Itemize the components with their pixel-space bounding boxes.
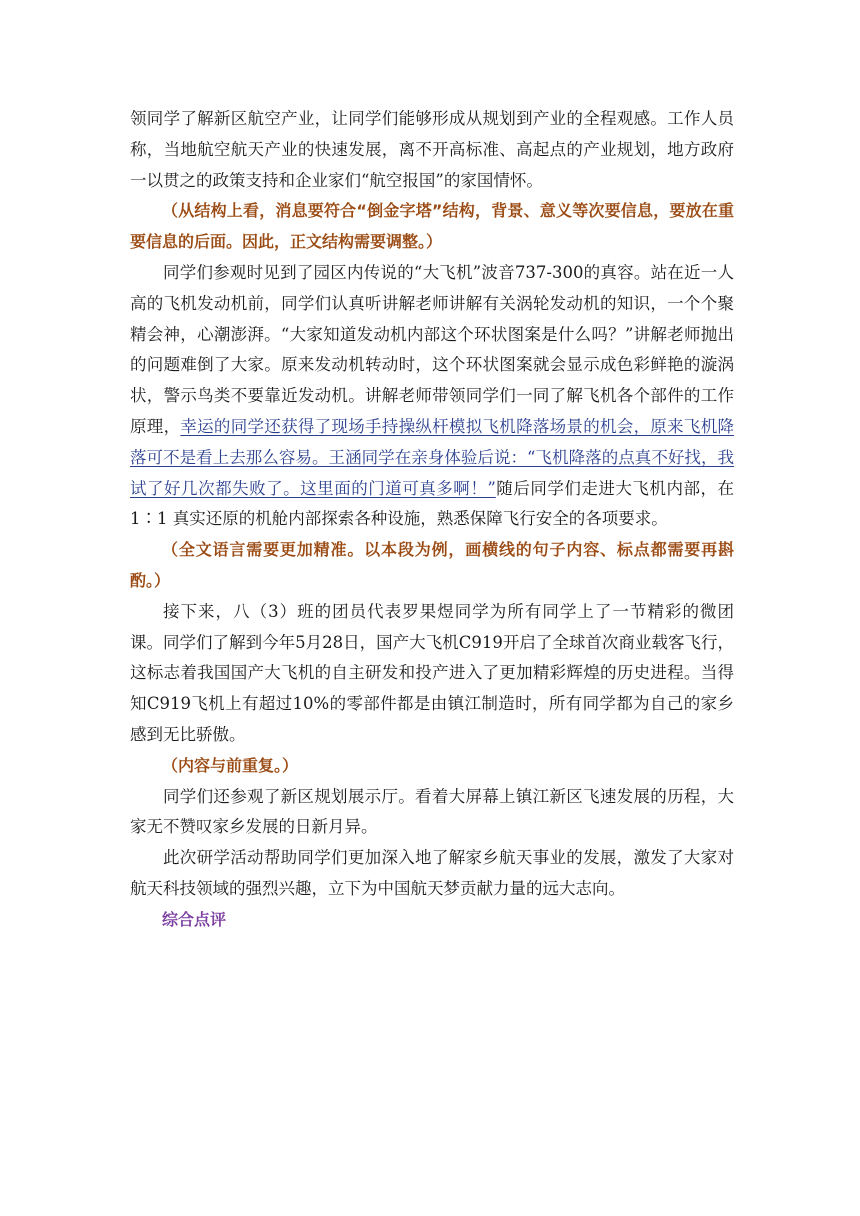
- comment-structure: （从结构上看，消息要符合“倒金字塔”结构，背景、意义等次要信息，要放在重要信息的后面。因此，正文结构需要调整。）: [130, 201, 734, 252]
- paragraph-conclusion: 此次研学活动帮助同学们更加深入地了解家乡航天事业的发展，激发了大家对航天科技领域的强烈兴趣，立下为中国航天梦贡献力量的远大志向。: [130, 848, 734, 898]
- underlined-sentence: 幸运的同学还获得了现场手持操纵杆模拟飞机降落场景的机会，原来飞机降落可不是看上去那么容易。王涵同学在亲身体验后说：“飞机降落的点真不好找，我试了好几次都失败了。这里面的门道可真多啊！”: [130, 416, 735, 498]
- paragraph-visit: [130, 258, 734, 535]
- document-page: [130, 104, 734, 936]
- paragraph-intro: 领同学了解新区航空产业，让同学们能够形成从规划到产业的全程观感。工作人员称，当地航空航天产业的快速发展，离不开高标准、高起点的产业规划，地方政府一以贯之的政策支持和企业家们“航空报国”的家国情怀。: [130, 109, 734, 190]
- paragraph-visit-text-1: 同学们参观时见到了园区内传说的“大飞机”波音737-300的真容。站在近一人高的飞机发动机前，同学们认真听讲解老师讲解有关涡轮发动机的知识，一个个聚精会神，心潮澎湃。“大家知道发动机内部这个环状图案是什么吗？”讲解老师抛出的问题难倒了大家。原来发动机转动时，这个环状图案就会显示成色彩鲜艳的漩涡状，警示鸟类不要靠近发动机。讲解老师带领同学们一同了解飞机各个部件的工作原理，: [130, 262, 734, 436]
- section-heading-review: 综合点评: [162, 909, 227, 929]
- paragraph-lecture: 接下来，八（3）班的团员代表罗果煜同学为所有同学上了一节精彩的微团课。同学们了解到今年5月28日，国产大飞机C919开启了全球首次商业载客飞行，这标志着我国国产大飞机的自主研发和投产进入了更加精彩辉煌的历史进程。当得知C919飞机上有超过10%的零部件都是由镇江制造时，所有同学都为自己的家乡感到无比骄傲。: [130, 601, 734, 744]
- paragraph-exhibition: 同学们还参观了新区规划展示厅。看着大屏幕上镇江新区飞速发展的历程，大家无不赞叹家乡发展的日新月异。: [130, 786, 734, 837]
- comment-language: （全文语言需要更加精准。以本段为例，画横线的句子内容、标点都需要再斟酌。）: [130, 540, 734, 590]
- comment-repetition: （内容与前重复。）: [162, 755, 299, 775]
- paragraph-visit-text-2: 随后同学们走进大飞机内部，在1∶1 真实还原的机舱内部探索各种设施，熟悉保障飞行安全的各项要求。: [130, 478, 735, 529]
